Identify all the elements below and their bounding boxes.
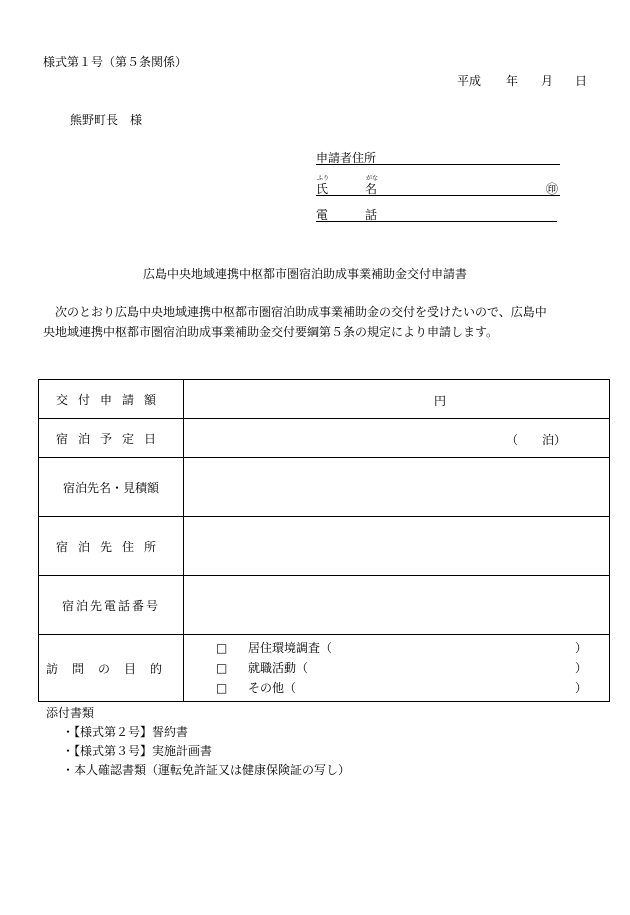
name-ruby-1: ふり bbox=[317, 175, 330, 182]
name-ruby-2: がな bbox=[366, 175, 379, 182]
applicant-phone-field[interactable] bbox=[316, 206, 557, 222]
name-label-1: 氏 bbox=[316, 182, 329, 196]
table-row bbox=[39, 576, 610, 635]
label-visit-purpose: 訪問の目的 bbox=[45, 661, 176, 676]
purpose-option-housing[interactable] bbox=[184, 638, 609, 658]
applicant-name-field[interactable] bbox=[316, 180, 560, 196]
body-line-1: 次のとおり広島中央地域連携中枢都市圏宿泊助成事業補助金の交付を受けたいので、広島中 bbox=[55, 305, 547, 319]
document-title: 広島中央地域連携中枢都市圏宿泊助成事業補助金交付申請書 bbox=[143, 267, 468, 281]
application-table bbox=[38, 379, 610, 702]
stay-date-field[interactable] bbox=[184, 419, 610, 458]
date-day-label: 日 bbox=[575, 74, 588, 88]
applicant-address-field[interactable] bbox=[316, 149, 560, 165]
close-paren: ） bbox=[574, 641, 587, 655]
date-era: 平成 bbox=[457, 74, 482, 88]
visit-purpose-field bbox=[184, 635, 610, 702]
grant-amount-field[interactable] bbox=[184, 380, 610, 419]
table-row bbox=[39, 517, 610, 576]
label-lodging-name-estimate: 宿泊先名・見積額 bbox=[62, 480, 159, 495]
table-row bbox=[39, 458, 610, 517]
date-year-label: 年 bbox=[506, 74, 519, 88]
nights-unit: （ 泊） bbox=[506, 433, 567, 447]
attachment-item: ・【様式第３号】実施計画書 bbox=[62, 744, 213, 758]
date-month-label: 月 bbox=[541, 74, 554, 88]
label-stay-date: 宿泊予定日 bbox=[55, 431, 166, 446]
yen-unit: 円 bbox=[434, 394, 447, 408]
attachment-item: ・本人確認書類（運転免許証又は健康保険証の写し） bbox=[62, 763, 351, 777]
purpose-option-other[interactable] bbox=[184, 678, 609, 698]
applicant-address-label: 申請者住所 bbox=[316, 151, 377, 165]
lodging-name-field[interactable] bbox=[184, 458, 610, 517]
checkbox-icon[interactable]: □ bbox=[216, 661, 228, 675]
name-label-2: 名 bbox=[365, 182, 378, 196]
form-number: 様式第１号（第５条関係） bbox=[43, 55, 188, 69]
label-grant-amount: 交付申請額 bbox=[55, 392, 166, 407]
attachment-item: ・【様式第２号】誓約書 bbox=[62, 725, 189, 739]
purpose-label: 就職活動（ bbox=[248, 661, 309, 675]
lodging-address-field[interactable] bbox=[184, 517, 610, 576]
seal-icon: ㊞ bbox=[545, 182, 558, 196]
phone-label-1: 電 bbox=[316, 208, 329, 222]
attachments-heading: 添付書類 bbox=[46, 706, 95, 720]
label-lodging-phone: 宿泊先電話番号 bbox=[61, 598, 160, 613]
table-row bbox=[39, 380, 610, 419]
purpose-label: その他（ bbox=[248, 681, 297, 695]
table-row bbox=[39, 635, 610, 702]
phone-label-2: 話 bbox=[365, 208, 378, 222]
label-lodging-address: 宿泊先住所 bbox=[55, 539, 166, 554]
addressee: 熊野町長 様 bbox=[70, 113, 143, 127]
close-paren: ） bbox=[574, 661, 587, 675]
purpose-option-job[interactable] bbox=[184, 658, 609, 678]
lodging-phone-field[interactable] bbox=[184, 576, 610, 635]
purpose-label: 居住環境調査（ bbox=[248, 641, 333, 655]
checkbox-icon[interactable]: □ bbox=[216, 641, 228, 655]
table-row bbox=[39, 419, 610, 458]
close-paren: ） bbox=[574, 681, 587, 695]
checkbox-icon[interactable]: □ bbox=[216, 681, 228, 695]
body-line-2: 央地域連携中枢都市圏宿泊助成事業補助金交付要綱第５条の規定により申請します。 bbox=[43, 325, 499, 339]
